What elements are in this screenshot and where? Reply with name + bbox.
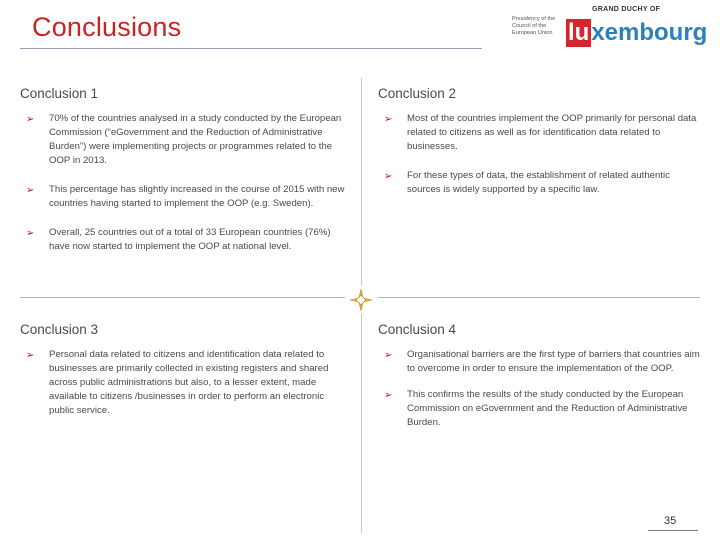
list-item	[20, 183, 350, 211]
arrowhead-bullet-icon: ➢	[384, 114, 393, 125]
list-item	[20, 348, 350, 418]
page-number-underline	[648, 530, 698, 531]
list-item	[378, 169, 700, 197]
conclusion-4-heading: Conclusion 4	[378, 322, 457, 337]
bullet-text: Overall, 25 countries out of a total of 33 European countries (76%) have now started to implement the OOP at national level.	[49, 227, 331, 252]
horizontal-divider-left	[20, 297, 345, 298]
title-underline	[20, 48, 482, 49]
bullet-text: Personal data related to citizens and identification data related to businesses are primarily collected in existing registers and shared across public administrations but also, to a lesser extent, made available to citizens /businesses in order to perform an electronic public service.	[49, 349, 329, 416]
list-item	[378, 112, 700, 154]
page-title: Conclusions	[32, 12, 182, 42]
logo-presidency-text: Presidency of the Council of the European Union	[512, 16, 556, 36]
list-item	[20, 226, 350, 254]
conclusion-4-list	[378, 348, 700, 430]
bullet-text: This percentage has slightly increased in the course of 2015 with new countries having started to implement the OOP (e.g. Sweden).	[49, 184, 345, 209]
bullet-text: This confirms the results of the study conducted by the European Commission on eGovernment and the Reduction of Administrative Burden.	[407, 389, 688, 428]
luxembourg-presidency-logo	[512, 6, 712, 48]
logo-wordmark	[566, 16, 707, 48]
compass-cross-icon	[349, 288, 373, 312]
bullet-text: Organisational barriers are the first type of barriers that countries aim to overcome in order to ensure the implementation of the OOP.	[407, 349, 700, 374]
conclusion-1-heading: Conclusion 1	[20, 86, 99, 101]
list-item	[378, 388, 700, 430]
logo-top-text: GRAND DUCHY OF	[592, 6, 661, 13]
arrowhead-bullet-icon: ➢	[26, 114, 35, 125]
arrowhead-bullet-icon: ➢	[384, 390, 393, 401]
arrowhead-bullet-icon: ➢	[26, 228, 35, 239]
conclusion-3-list	[20, 348, 350, 418]
logo-mark-prefix: lu	[568, 19, 590, 46]
conclusion-1-list	[20, 112, 350, 254]
conclusion-3-heading: Conclusion 3	[20, 322, 99, 337]
conclusion-2-list	[378, 112, 700, 197]
bullet-text: 70% of the countries analysed in a study conducted by the European Commission (“eGovernment and the Reduction of Administrative Burden”) were implementing projects or programmes related to the OOP in 2013.	[49, 113, 342, 166]
arrowhead-bullet-icon: ➢	[26, 350, 35, 361]
bullet-text: Most of the countries implement the OOP primarily for personal data related to citizens as well as for identification data related to businesses.	[407, 113, 697, 152]
arrowhead-bullet-icon: ➢	[26, 185, 35, 196]
logo-mark-rest: xembourg	[591, 19, 708, 46]
page-number: 35	[664, 515, 677, 527]
horizontal-divider-right	[378, 297, 700, 298]
bullet-text: For these types of data, the establishment of related authentic sources is widely supported by a specific law.	[407, 170, 670, 195]
arrowhead-bullet-icon: ➢	[384, 350, 393, 361]
conclusion-2-heading: Conclusion 2	[378, 86, 457, 101]
list-item	[20, 112, 350, 168]
vertical-divider-bottom	[361, 313, 362, 533]
vertical-divider-top	[361, 78, 362, 286]
arrowhead-bullet-icon: ➢	[384, 171, 393, 182]
list-item	[378, 348, 700, 376]
